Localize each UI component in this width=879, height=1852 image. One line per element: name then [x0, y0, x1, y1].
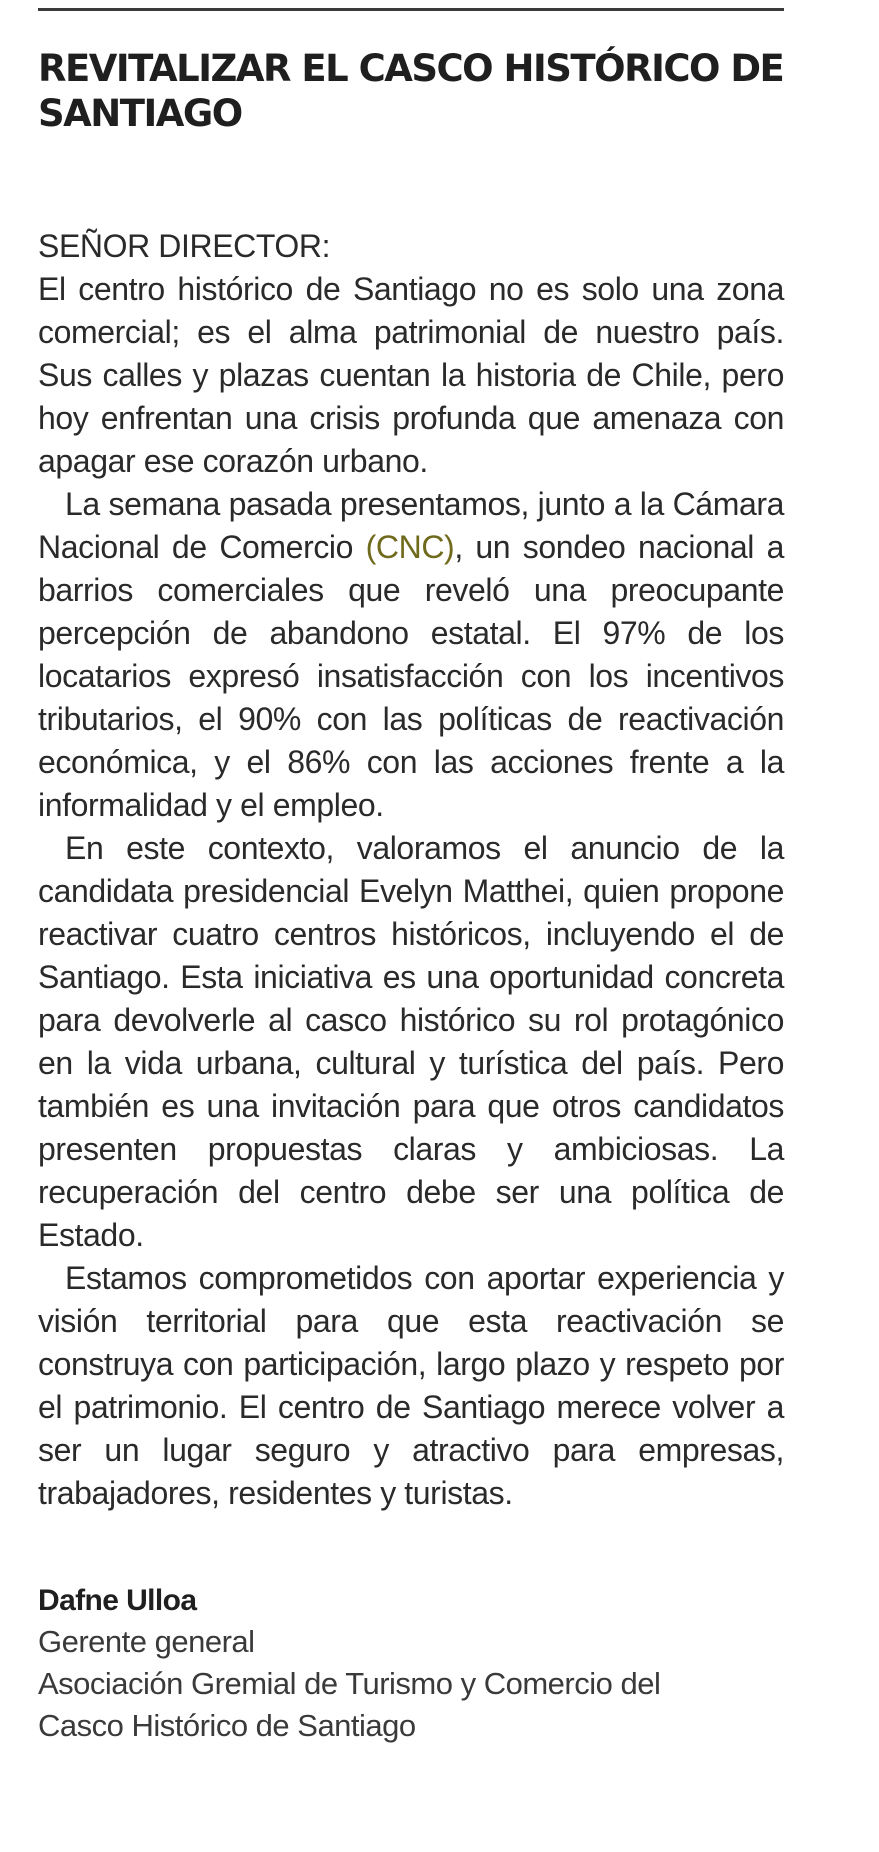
signature-name: Dafne Ulloa: [38, 1584, 197, 1617]
paragraph-1: El centro histórico de Santiago no es solo una zona comercial; es el alma patrimonial de nuestro país. Sus calles y plazas cuentan la historia de Chile, pero hoy enfrentan una crisis profunda que amenaza con apagar ese corazón urbano.: [38, 271, 784, 479]
signature-title: Gerente general: [38, 1624, 255, 1659]
signature-organization-line-1: Asociación Gremial de Turismo y Comercio del: [38, 1666, 661, 1701]
paragraph-3: En este contexto, valoramos el anuncio de la candidata presidencial Evelyn Matthei, quien propone reactivar cuatro centros históricos, incluyendo el de Santiago. Esta iniciativa es una oportunidad concreta para devolverle al casco histórico su rol protagónico en la vida urbana, cultural y turística del país. Pero también es una invitación para que otros candidatos presenten propuestas claras y ambiciosas. La recuperación del centro debe ser una política de Estado.: [38, 830, 784, 1253]
letter-article: [38, 46, 784, 1747]
top-divider: [38, 8, 784, 11]
paragraph-4: Estamos comprometidos con aportar experiencia y visión territorial para que esta reactivación se construya con participación, largo plazo y respeto por el patrimonio. El centro de Santiago merece volver a ser un lugar seguro y atractivo para empresas, trabajadores, residentes y turistas.: [38, 1260, 784, 1511]
headline: REVITALIZAR EL CASCO HISTÓRICO DE SANTIAGO: [38, 47, 784, 135]
salutation: SEÑOR DIRECTOR:: [38, 228, 331, 264]
signature-organization-line-2: Casco Histórico de Santiago: [38, 1708, 416, 1743]
paragraph-2: [38, 483, 784, 827]
cnc-acronym: (CNC): [365, 529, 455, 565]
signature-block: [38, 1581, 784, 1747]
paragraph-2-text-start: La semana pasada presentamos, junto a la Cámara Nacional de Comercio: [38, 486, 784, 565]
paragraph-2-text-end: , un sondeo nacional a barrios comerciales que reveló una preocupante percepción de abandono estatal. El 97% de los locatarios expresó insatisfacción con los incentivos tributarios, el 90% con las políticas de reactivación económica, y el 86% con las acciones frente a la informalidad y el empleo.: [38, 529, 784, 823]
